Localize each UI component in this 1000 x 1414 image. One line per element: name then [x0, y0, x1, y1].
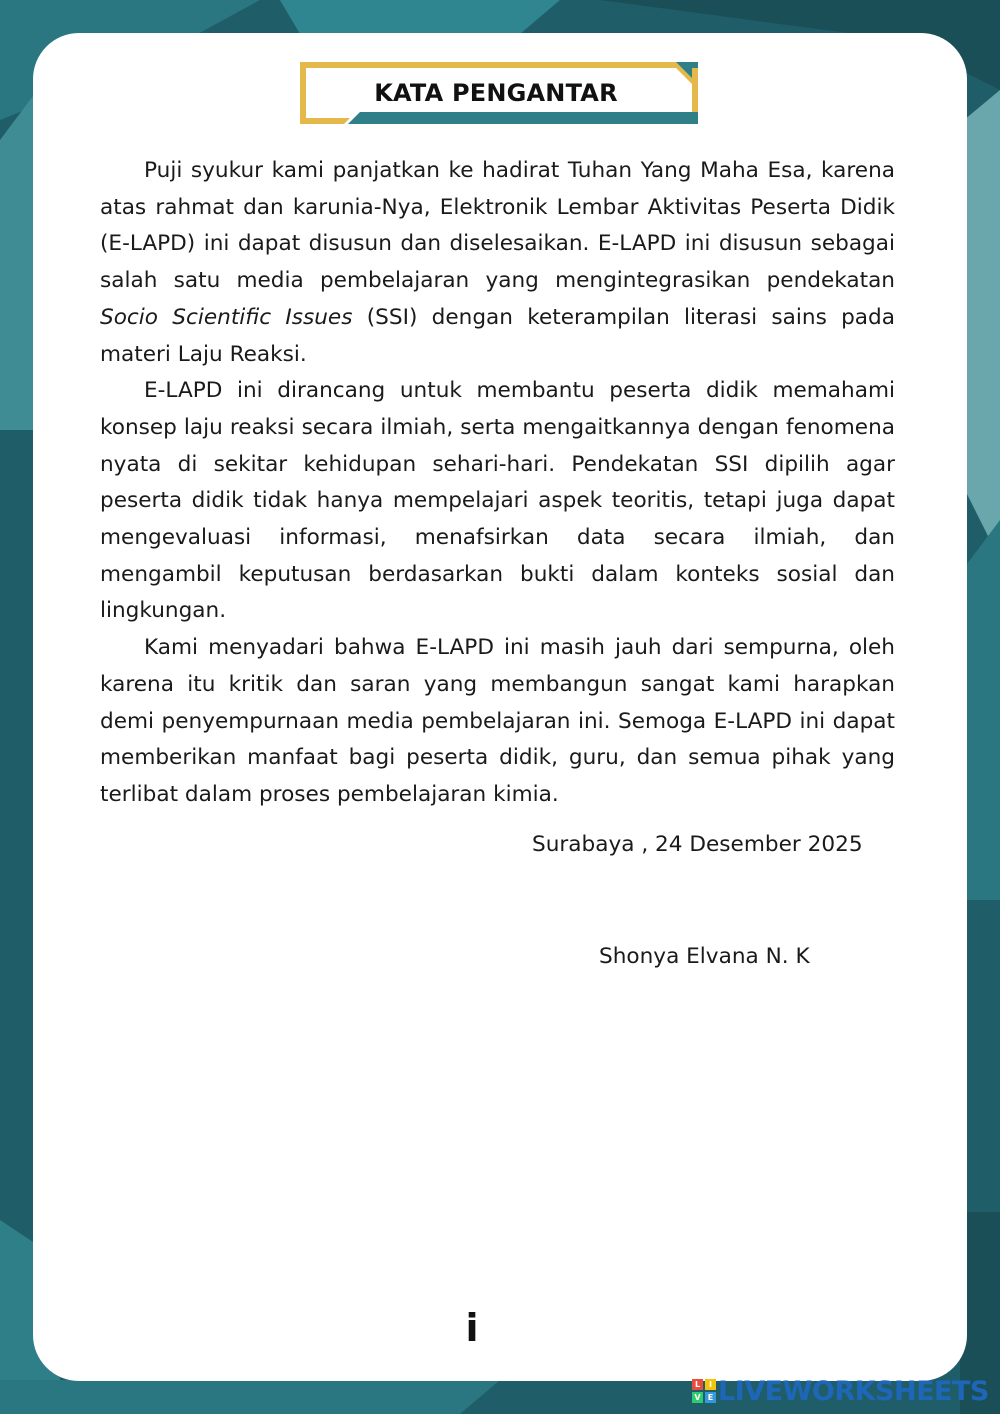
logo-letter-v: V — [692, 1392, 703, 1403]
liveworksheets-logo-icon — [692, 1379, 716, 1403]
paragraph-3: Kami menyadari bahwa E-LAPD ini masih jauh dari sempurna, oleh karena itu kritik dan saran yang membangun sangat kami harapkan demi penyempurnaan media pembelajaran ini. Semoga E-LAPD ini dapat memberikan manfaat bagi peserta didik, guru, dan semua pihak yang terlibat dalam proses pembelajaran kimia. — [100, 635, 895, 807]
paragraph-1-italic-term: Socio Scientific Issues — [100, 304, 353, 330]
title-banner — [300, 62, 700, 124]
signer-name: Shonya Elvana N. K — [599, 944, 810, 969]
paragraph-1-end: (SSI) dengan keterampilan literasi sains pada materi Laju Reaksi. — [100, 304, 895, 367]
liveworksheets-logo[interactable] — [692, 1376, 989, 1406]
paragraph-1 — [100, 153, 895, 373]
body-text — [100, 153, 895, 814]
paragraph-2: E-LAPD ini dirancang untuk membantu peserta didik memahami konsep laju reaksi secara ilmiah, serta mengaitkannya dengan fenomena nyata di sekitar kehidupan sehari-hari. Pendekatan SSI dipilih agar peserta didik tidak hanya mempelajari aspek teoritis, tetapi juga dapat mengevaluasi informasi, menafsirkan data secara ilmiah, dan mengambil keputusan berdasarkan bukti dalam konteks sosial dan lingkungan. — [100, 378, 895, 624]
paragraph-1-start: Puji syukur kami panjatkan ke hadirat Tuhan Yang Maha Esa, karena atas rahmat dan karunia-Nya, Elektronik Lembar Aktivitas Peserta Didik (E-LAPD) ini dapat disusun dan diselesaikan. E-LAPD ini disusun sebagai salah satu media pembelajaran yang mengintegrasikan pendekatan — [100, 158, 895, 294]
page-number: i — [465, 1306, 479, 1350]
logo-letter-e: E — [705, 1392, 716, 1403]
logo-letter-i: I — [705, 1379, 716, 1390]
liveworksheets-logo-text: LIVEWORKSHEETS — [718, 1375, 989, 1407]
logo-letter-l: L — [692, 1379, 703, 1390]
place-date: Surabaya , 24 Desember 2025 — [532, 832, 863, 857]
page-title: KATA PENGANTAR — [374, 79, 618, 107]
